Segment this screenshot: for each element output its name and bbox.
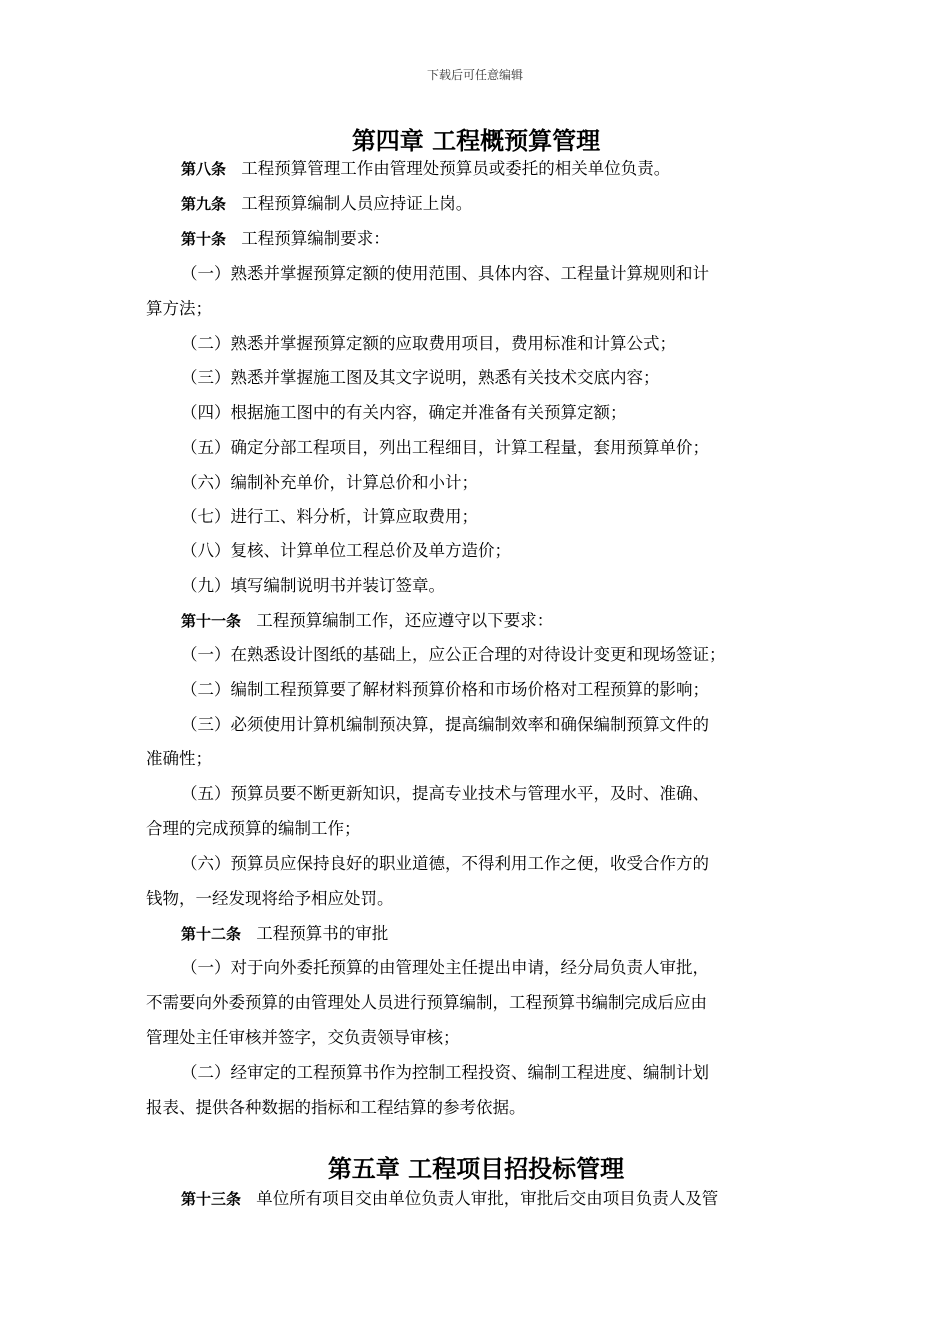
list-item: 不需要向外委预算的由管理处人员进行预算编制，工程预算书编制完成后应由 <box>146 993 707 1012</box>
list-item: （七）进行工、料分析，计算应取费用； <box>181 507 478 526</box>
article-label: 第十三条 <box>181 1190 242 1208</box>
article-11 <box>181 604 841 638</box>
download-note: 下载后可任意编辑 <box>426 68 523 82</box>
list-item: 准确性； <box>146 749 212 768</box>
list-item: （四）根据施工图中的有关内容，确定并准备有关预算定额； <box>181 403 627 422</box>
article-label: 第十一条 <box>181 612 242 630</box>
article-label: 第十条 <box>181 230 227 248</box>
list-item: （五）预算员要不断更新知识，提高专业技术与管理水平，及时、准确、 <box>181 784 709 803</box>
list-item: （八）复核、计算单位工程总价及单方造价； <box>181 541 511 560</box>
list-item: 报表、提供各种数据的指标和工程结算的参考依据。 <box>146 1098 526 1117</box>
article-text: 工程预算编制人员应持证上岗。 <box>241 194 473 213</box>
chapter-5-title: 第五章 工程项目招投标管理 <box>327 1155 625 1183</box>
article-text: 工程预算书的审批 <box>256 924 389 943</box>
article-text: 单位所有项目交由单位负责人审批，审批后交由项目负责人及管 <box>256 1189 719 1208</box>
chapter-4-title: 第四章 工程概预算管理 <box>351 127 601 155</box>
list-item: （二）熟悉并掌握预算定额的应取费用项目，费用标准和计算公式； <box>181 334 676 353</box>
article-text: 工程预算编制要求： <box>241 229 390 248</box>
article-label: 第八条 <box>181 160 227 178</box>
list-item: （三）必须使用计算机编制预决算，提高编制效率和确保编制预算文件的 <box>181 715 709 734</box>
article-label: 第十二条 <box>181 925 242 943</box>
list-item: （五）确定分部工程项目，列出工程细目，计算工程量，套用预算单价； <box>181 438 709 457</box>
article-text: 工程预算编制工作，还应遵守以下要求： <box>256 611 554 630</box>
article-13 <box>181 1182 841 1216</box>
article-10 <box>181 222 841 256</box>
list-item: （一）在熟悉设计图纸的基础上，应公正合理的对待设计变更和现场签证； <box>181 645 726 664</box>
article-12 <box>181 917 841 951</box>
article-label: 第九条 <box>181 195 227 213</box>
article-text: 工程预算管理工作由管理处预算员或委托的相关单位负责。 <box>241 159 671 178</box>
list-item: （一）熟悉并掌握预算定额的使用范围、具体内容、工程量计算规则和计 <box>181 264 709 283</box>
list-item: （三）熟悉并掌握施工图及其文字说明，熟悉有关技术交底内容； <box>181 368 660 387</box>
list-item: （九）填写编制说明书并装订签章。 <box>181 576 445 595</box>
list-item: （二）经审定的工程预算书作为控制工程投资、编制工程进度、编制计划 <box>181 1063 709 1082</box>
list-item: 算方法； <box>146 299 212 318</box>
list-item: （六）预算员应保持良好的职业道德，不得利用工作之便，收受合作方的 <box>181 854 709 873</box>
article-9 <box>181 187 841 221</box>
list-item: （一）对于向外委托预算的由管理处主任提出申请，经分局负责人审批， <box>181 958 709 977</box>
list-item: 管理处主任审核并签字，交负责领导审核； <box>146 1028 460 1047</box>
list-item: 钱物，一经发现将给予相应处罚。 <box>146 889 394 908</box>
list-item: （六）编制补充单价，计算总价和小计； <box>181 473 478 492</box>
list-item: 合理的完成预算的编制工作； <box>146 819 361 838</box>
article-8 <box>181 152 841 186</box>
list-item: （二）编制工程预算要了解材料预算价格和市场价格对工程预算的影响； <box>181 680 709 699</box>
